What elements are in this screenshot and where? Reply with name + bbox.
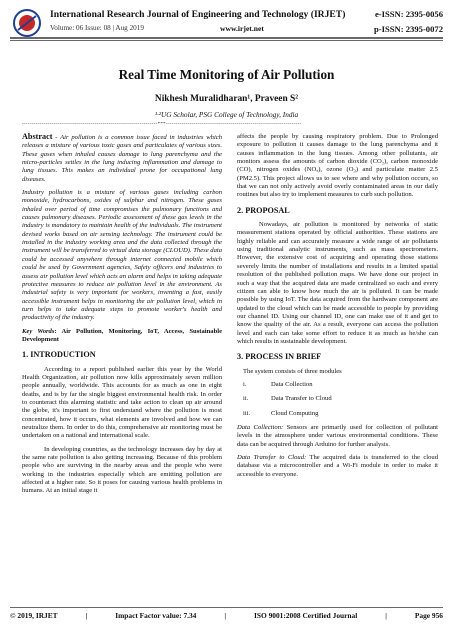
module-label: Data Collection — [271, 380, 313, 388]
footer-separator: | — [224, 611, 227, 620]
keywords-label: Key Words — [22, 327, 55, 335]
eissn-label: e-ISSN: 2395-0056 — [374, 9, 443, 19]
paper-authors: Nikhesh Muralidharan¹, Praveen S² — [154, 94, 299, 104]
journal-title: International Research Journal of Engineering and Technology (IRJET) — [50, 9, 346, 20]
footer-separator: | — [385, 611, 387, 620]
proposal-paragraph: Nowadays, air pollution is monitored by networks of static measurement stations operated by official authorities. These stations are highly reliable and can accurately measure a wide range of air pollutants using traditional analytic instruments, such as mass spectrometers. However, the extensive cost of acquiring and operating those stations severely limits the number of installations and results in a limited spatial resolution of the published pollution maps. We have done our project in such a way that the acquired data are made centralized so each and every citizen can able to know how much the air is polluted. It can be made possible by using IoT. The data acquired from the hardware component are updated to the cloud which can be made accessible to people by providing our channel ID. Using our channel ID, one can make use of it and get to know the quality of the air. As a result, everyone can access the pollution level and each can take some effort to reduce it as much as he/she can which results in sustainable development. — [237, 221, 438, 345]
journal-logo-icon — [12, 8, 42, 38]
header-rule-thin — [10, 40, 443, 41]
proposal-heading: 2. PROPOSAL — [237, 205, 290, 215]
journal-header — [10, 7, 443, 47]
process-intro: The system consists of three modules — [243, 367, 342, 375]
module-item — [237, 381, 438, 389]
data-collection-label: Data Collection: — [237, 423, 284, 431]
data-transfer-label: Data Transfer to Cloud: — [237, 454, 307, 461]
footer-page-number: Page 956 — [414, 611, 443, 620]
footer-rule — [10, 607, 443, 608]
author-affiliation: ¹·²UG Scholar, PSG College of Technology, India — [154, 110, 299, 119]
footer-copyright: © 2019, IRJET — [10, 611, 58, 620]
keywords-text: : Air Pollution, Monitoring, IoT, Access, Sustainable Development — [22, 327, 222, 343]
abstract-text: - Air pollution is a common issue faced in industries which releases a mixture of various toxic gases and particulates of various sizes. These gases when inhaled causes damage to lung parenchyma and the micro-particles settles in the lung inducing inflammation and damage to lung tissues. This makes an individual prone for occupational lung diseases. — [22, 134, 222, 183]
paper-title: Real Time Monitoring of Air Pollution — [118, 67, 335, 82]
section-divider: ---------------------------------------------------------------------***--------------------------------------------------------------------- — [22, 122, 302, 127]
introduction-paragraph-continued: affects the people by causing respiratory problem. Due to Prolonged exposure to pollution it causes damage to the lung parenchyma and it causes inflammation in the lung tissues. Among other pollutants, air monitors assess the amounts of carbon dioxide (CO₂), carbon monoxide (CO), nitrogen oxides (NOₓ), ozone (O₃) and particulate matter 2.5 (PM2.5). This project allows us to see where and why pollution occurs, so that we can not only actively avoid overly contaminated areas in our daily routines but also try to implement measures to curb such pollution. — [237, 133, 438, 199]
pissn-label: p-ISSN: 2395-0072 — [374, 24, 443, 34]
module-list — [237, 381, 438, 418]
data-transfer-text: The acquired data is transferred to the cloud database via a microcontroller and a Wi-Fi module in order to make it accessible to everyone. — [237, 454, 438, 478]
process-heading: 3. PROCESS IN BRIEF — [237, 352, 322, 362]
header-rule — [10, 37, 443, 39]
introduction-heading: 1. INTRODUCTION — [22, 350, 96, 360]
left-column — [22, 133, 222, 501]
page-footer — [10, 611, 443, 620]
module-label: Data Transfer to Cloud — [271, 395, 332, 403]
module-number: ii. — [243, 395, 249, 403]
abstract-paragraph — [22, 133, 222, 184]
data-transfer-paragraph — [237, 454, 438, 479]
data-collection-text: Sensors are primarily used for collection of pollutant levels in the atmosphere under various environmental conditions. These data can be acquired through Arduino for further analysis. — [237, 423, 438, 448]
data-collection-paragraph — [237, 424, 438, 449]
journal-website: www.irjet.net — [220, 24, 264, 33]
abstract-paragraph-2: Industry pollution is a mixture of various gases including carbon monoxide, hydrocarbons, oxides of sulphur and nitrogen. These gases inhaled over period of time compromises the pulmonary functions and causes pulmonary diseases. Periodic assessment of these gas levels in the industry is mandatory to maintain health of the individuals. The instrument devised works based on air sensing technology. The instrument could be installed in the industry working area and the data collected through the instrument will be transferred to virtual data storage (CLOUD). These data could be accessed anywhere through internet connected mobile which could be used by Government agencies, Safety officers and industries to assess air pollution level which acts an alarm and helps in taking adequate protective measures to reduce air pollution level in the environment. As industrial safety is very important for workers, inventing a fast, easily accessible instrument helps in monitoring the air pollution level, which in turn helps to take adequate steps to promote worker's health and productivity of the industry. — [22, 189, 222, 322]
footer-iso: ISO 9001:2008 Certified Journal — [254, 611, 358, 620]
module-label: Cloud Computing — [271, 409, 319, 417]
module-item — [237, 395, 438, 403]
volume-issue-label: Volume: 06 Issue: 08 | Aug 2019 — [50, 24, 144, 32]
module-number: iii. — [243, 409, 251, 417]
footer-separator: | — [85, 611, 88, 620]
right-column — [237, 133, 438, 484]
footer-impact-factor: Impact Factor value: 7.34 — [115, 611, 197, 620]
introduction-paragraph-2: In developing countries, as the technology increases day by day at the same rate pollution is also getting increasing. Because of this problem people who are surviving in the nearby areas and the people who were working in the industries especially which are emitting pollution are affected at a higher rate. So it poses for causing various health problems in humans. At an initial stage it — [22, 445, 222, 495]
module-item — [237, 410, 438, 418]
module-number: i. — [243, 380, 247, 388]
introduction-paragraph-1: According to a report published earlier this year by the World Health Organization, air pollution now kills approximately seven million people annually, worldwide. This accounts for as much as one in eight deaths, and is by far the single biggest environmental health risk. In order to counteract this alarming statistic and take action to clean up air around the globe, it's important to first understand where the pollution is most concentrated, how it occurs, what elements are involved and how we can neutralize them. In order to do this, comprehensive air monitoring must be undertaken on a national and international scale. — [22, 365, 222, 440]
abstract-label: Abstract — [22, 132, 53, 141]
keywords — [22, 328, 222, 345]
